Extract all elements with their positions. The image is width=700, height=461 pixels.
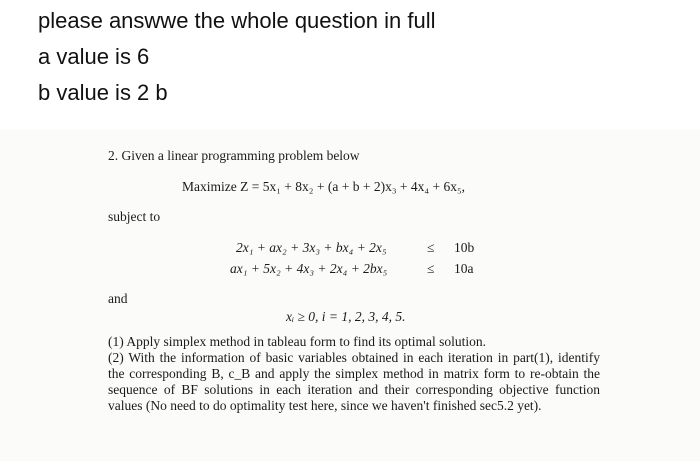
constraint-2-lhs: ax₁ + 5x₂ + 4x₃ + 2x₄ + 2bx₅ [230, 261, 388, 276]
constraint-2-rhs: 10a [454, 261, 474, 276]
constraint-1-lhs: 2x₁ + ax₂ + 3x₃ + bx₄ + 2x₅ [236, 240, 387, 255]
problem-heading: 2. Given a linear programming problem below [108, 148, 360, 163]
objective-function: Maximize Z = 5x₁ + 8x₂ + (a + b + 2)x₃ + 4x₄ + 6x₅, [182, 179, 466, 194]
subject-to-label: subject to [108, 209, 161, 224]
constraint-1-op: ≤ [427, 240, 435, 255]
note-line-3: b value is 2 b [38, 80, 168, 105]
part-1-text: (1) Apply simplex method in tableau form to find its optimal solution. [108, 334, 486, 349]
constraint-1-rhs: 10b [454, 240, 475, 255]
part-2-text: (2) With the information of basic variables obtained in each iteration in part(1), identify the corresponding B, c_B and apply the simplex method in matrix form to re-obtain the sequence of BF solutions in each iteration and their corresponding objective function values (No need to do optimality test here, since we haven't finished sec5.2 yet). [108, 350, 600, 413]
nonnegativity-constraint: xᵢ ≥ 0, i = 1, 2, 3, 4, 5. [286, 309, 406, 324]
question-parts [108, 334, 600, 414]
and-label: and [108, 291, 128, 306]
note-line-1: please answwe the whole question in full [38, 8, 436, 33]
note-line-2: a value is 6 [38, 44, 150, 69]
constraint-2-op: ≤ [427, 261, 435, 276]
